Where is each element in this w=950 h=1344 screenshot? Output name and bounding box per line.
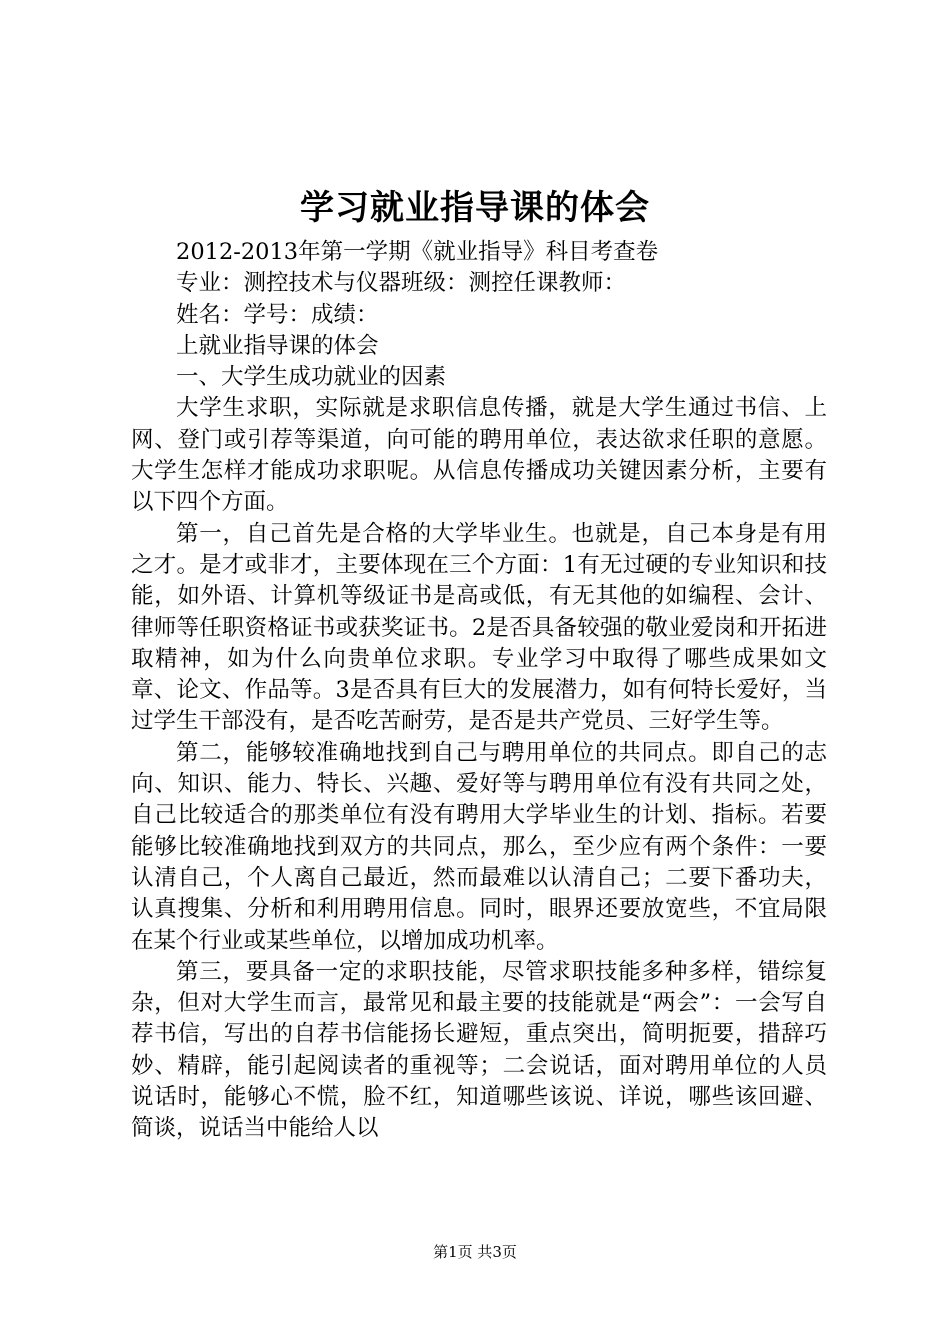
section-heading: 一、大学生成功就业的因素 [176, 364, 447, 391]
document-title: 学习就业指导课的体会 [300, 188, 650, 228]
body-paragraph: 大学生求职，实际就是求职信息传播，就是大学生通过书信、上网、登门或引荐等渠道，向可能的聘用单位，表达欲求任职的意愿。大学生怎样才能成功求职呢。从信息传播成功关键因素分析，主要有以下四个方面。 [131, 395, 827, 516]
header-line-student: 姓名：学号：成绩： [176, 301, 379, 328]
header-line-major: 专业：测控技术与仪器班级：测控任课教师： [176, 270, 627, 297]
header-line-subtitle: 上就业指导课的体会 [176, 332, 379, 359]
body-paragraph: 第二，能够较准确地找到自己与聘用单位的共同点。即自己的志向、知识、能力、特长、兴趣、爱好等与聘用单位有没有共同之处，自己比较适合的那类单位有没有聘用大学毕业生的计划、指标。若要能够比较准确地找到双方的共同点，那么，至少应有两个条件：一要认清自己，个人离自己最近，然而最难以认清自己；二要下番功夫，认真搜集、分析和利用聘用信息。同时，眼界还要放宽些，不宜局限在某个行业或某些单位，以增加成功机率。 [131, 739, 827, 954]
document-body [131, 237, 827, 1145]
header-line-term: 2012-2013年第一学期《就业指导》科目考查卷 [176, 239, 659, 265]
body-paragraph: 第一，自己首先是合格的大学毕业生。也就是，自己本身是有用之才。是才或非才，主要体现在三个方面：1有无过硬的专业知识和技能，如外语、计算机等级证书是高或低，有无其他的如编程、会计、律师等任职资格证书或获奖证书。2是否具备较强的敬业爱岗和开拓进取精神，如为什么向贵单位求职。专业学习中取得了哪些成果如文章、论文、作品等。3是否具有巨大的发展潜力，如有何特长爱好，当过学生干部没有，是否吃苦耐劳，是否是共产党员、三好学生等。 [131, 520, 827, 735]
page-footer: 第1页 共3页 [433, 1243, 517, 1261]
body-paragraph: 第三，要具备一定的求职技能，尽管求职技能多种多样，错综复杂，但对大学生而言，最常见和最主要的技能就是“两会”：一会写自荐书信，写出的自荐书信能扬长避短，重点突出，简明扼要，措辞巧妙、精辟，能引起阅读者的重视等；二会说话，面对聘用单位的人员说话时，能够心不慌，脸不红，知道哪些该说、详说，哪些该回避、简谈，说话当中能给人以 [131, 958, 827, 1142]
